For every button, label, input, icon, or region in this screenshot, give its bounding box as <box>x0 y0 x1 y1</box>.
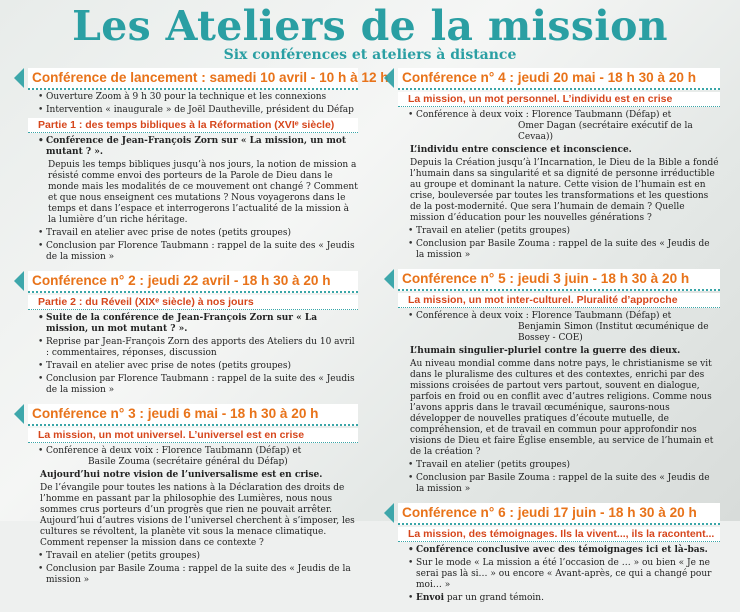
list-item: • Conclusion par Basile Zouma : rappel de la suite des « Jeudis de la mission » <box>408 473 720 495</box>
list-item: • Travail en atelier (petits groupes) <box>38 551 358 562</box>
list-item: • Conclusion par Basile Zouma : rappel de la suite des « Jeudis de la mission » <box>408 239 720 261</box>
conference-4-heading: Conférence n° 4 : jeudi 20 mai - 18 h 30 à 20 h <box>398 68 720 90</box>
conference-3-heading: Conférence n° 3 : jeudi 6 mai - 18 h 30 à 20 h <box>28 404 358 426</box>
list-item <box>408 593 720 604</box>
conference-5-part: La mission, un mot inter-culturel. Pluralité d’approche <box>398 293 720 308</box>
conference-1-part: Partie 1 : des temps bibliques à la Réformation (XVIᵉ siècle) <box>28 118 358 133</box>
list-item: • Conférence à deux voix : Florence Taubmann (Défap) et <box>408 110 720 121</box>
page-subtitle: Six conférences et ateliers à distance <box>223 47 517 63</box>
page-title: Les Ateliers de la mission <box>72 2 668 50</box>
list-item: • Sur le mode « La mission a été l’occasion de … » ou bien « Je ne serai pas là si… » ou encore « Avant-après, ce qui a changé pour moi… » <box>408 558 720 591</box>
conference-4-description: Depuis la Création jusqu’à l’Incarnation, le Dieu de la Bible a fondé l’humain dans sa singularité et sa dignité de personne irréductible au groupe et dominant la nature. Cette vision de l’humain est en crise, bouleversée par toutes les transformations et les questions de la post-modernité. Que sera l’humain de demain ? Quelle mission d’éducation pour les nouvelles générations ? <box>410 158 719 223</box>
conference-2-heading: Conférence n° 2 : jeudi 22 avril - 18 h 30 à 20 h <box>28 271 358 293</box>
conference-5-heading: Conférence n° 5 : jeudi 3 juin - 18 h 30 à 20 h <box>398 269 720 291</box>
conference-1-content <box>28 136 358 158</box>
left-column <box>28 68 389 594</box>
conference-2-list <box>28 313 358 396</box>
list-item: • Conférence à deux voix : Florence Taubmann (Défap) et <box>408 311 720 322</box>
conference-3-speaker: Basile Zouma (secrétaire général du Défap) <box>88 457 288 467</box>
conference-5-lead: L’humain singulier-pluriel contre la guerre des dieux. <box>410 346 681 356</box>
list-item: • Suite de la conférence de Jean-François Zorn sur « La mission, un mot mutant ? ». <box>38 313 358 335</box>
conference-2-part: Partie 2 : du Réveil (XIXᵉ siècle) à nos jours <box>28 295 358 310</box>
conference-5-description: Au niveau mondial comme dans notre pays, le christianisme se vit dans le pluralisme des cultures et des contextes, enrichi par des missions croisées de partout vers partout, souvent en dialogue, parfois en froid ou en conflit avec d’autres religions. Comme nous l’avons appris dans le travail œcuménique, saurons-nous développer de nouvelles pratiques d’écoute mutuelle, de compréhension, et de travail en commun pour approfondir nos visions de Dieu et faire Église ensemble, au service de l’humain et de la création ? <box>410 359 714 457</box>
right-column <box>398 68 720 612</box>
conference-4-lead: L’individu entre conscience et inconscience. <box>410 145 632 155</box>
conference-1-description: Depuis les temps bibliques jusqu’à nos jours, la notion de mission a résisté comme envoi des porteurs de la Parole de Dieu dans le monde mais les modalités de ce mouvement ont changé ? Comment et que nous enseignent ces mutations ? Nous voyagerons dans le temps et dans l’espace et interrogerons l’actualité de la mission à la lumière d’un riche héritage. <box>48 160 358 225</box>
list-item: • Travail en atelier (petits groupes) <box>408 226 720 237</box>
conference-1-heading: Conférence de lancement : samedi 10 avril - 10 h à 12 h <box>28 68 358 90</box>
list-item: • Conférence conclusive avec des témoignages ici et là-bas. <box>408 545 720 556</box>
list-item: • Conclusion par Florence Taubmann : rappel de la suite des « Jeudis de la mission » <box>38 374 358 396</box>
list-item: • Conclusion par Florence Taubmann : rappel de la suite des « Jeudis de la mission » <box>38 241 358 263</box>
conference-3-description: De l’évangile pour toutes les nations à la Déclaration des droits de l’homme en passant par la philosophie des Lumières, nous nous sommes crus porteurs d’un progrès que rien ne pouvait arrêter. Aujourd’hui d’autres visions de l’universel cherchent à s’imposer, les cultures se révoltent, la planète vit sous la menace climatique. Comment repenser la mission dans ce contexte ? <box>40 483 355 548</box>
conference-6-list <box>398 545 720 604</box>
conference-6-part: La mission, des témoignages. Ils la vivent..., ils la racontent... <box>398 527 720 542</box>
conference-6-heading: Conférence n° 6 : jeudi 17 juin - 18 h 30 à 20 h <box>398 503 720 525</box>
conference-5-closing <box>398 460 720 495</box>
list-item: • Travail en atelier avec prise de notes (petits groupes) <box>38 228 358 239</box>
conference-3-closing <box>28 551 358 586</box>
conference-5-speaker: Benjamin Simon (Institut œcuménique de Bossey - COE) <box>518 322 709 343</box>
list-item: • Travail en atelier avec prise de notes (petits groupes) <box>38 361 358 372</box>
conference-4-list <box>398 110 720 121</box>
conference-5-list <box>398 311 720 322</box>
list-item: • Ouverture Zoom à 9 h 30 pour la technique et les connexions <box>38 92 358 103</box>
conference-4-part: La mission, un mot personnel. L’individu est en crise <box>398 92 720 107</box>
conference-1-list <box>28 92 358 116</box>
conference-3-list <box>28 446 358 457</box>
conference-3-lead: Aujourd’hui notre vision de l’universalisme est en crise. <box>40 470 323 480</box>
list-item: • Conférence de Jean-François Zorn sur « La mission, un mot mutant ? ». <box>38 136 358 158</box>
conference-5 <box>398 269 720 495</box>
conference-4-speaker: Omer Dagan (secrétaire exécutif de la Cevaa)) <box>518 121 693 142</box>
list-item: • Conférence à deux voix : Florence Taubmann (Défap) et <box>38 446 358 457</box>
conference-3-part: La mission, un mot universel. L’universel est en crise <box>28 428 358 443</box>
list-item: • Reprise par Jean-François Zorn des apports des Ateliers du 10 avril : commentaires, réponses, discussion <box>38 337 358 359</box>
conference-6 <box>398 503 720 604</box>
list-item: • Conclusion par Basile Zouma : rappel de la suite des « Jeudis de la mission » <box>38 564 358 586</box>
conference-1-closing <box>28 228 358 263</box>
list-item: • Travail en atelier (petits groupes) <box>408 460 720 471</box>
envoi-text: par un grand témoin. <box>444 593 544 603</box>
envoi-label: Envoi <box>416 593 445 603</box>
conference-4 <box>398 68 720 261</box>
conference-2 <box>28 271 358 396</box>
conference-4-closing <box>398 226 720 261</box>
conference-3 <box>28 404 358 586</box>
conference-1 <box>28 68 389 263</box>
list-item: • Intervention « inaugurale » de Joël Dautheville, président du Défap <box>38 105 358 116</box>
